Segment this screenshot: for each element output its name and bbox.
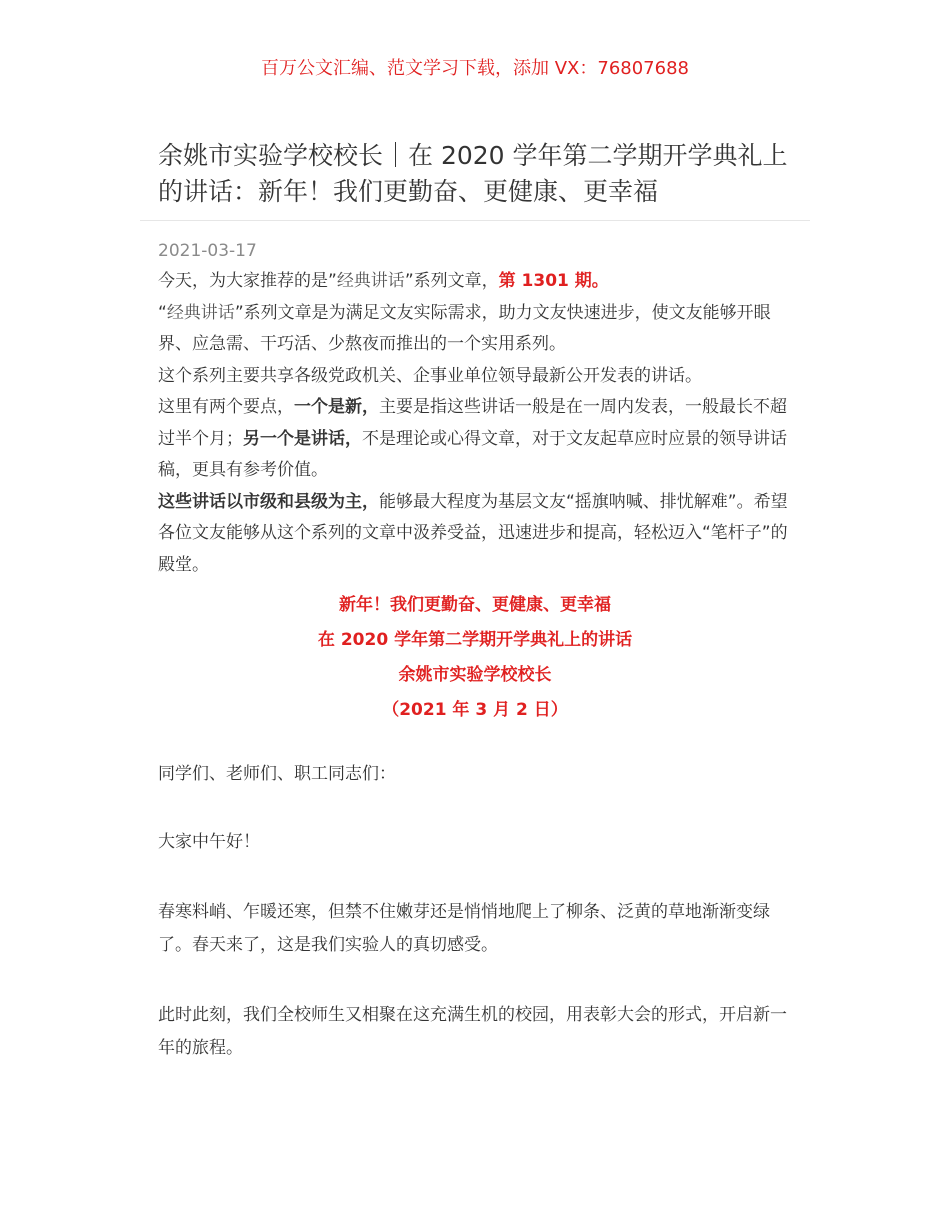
greeting: 大家中午好！ <box>158 832 260 852</box>
key-point-1: 一个是新， <box>294 397 379 417</box>
speech-subtitle: 在 2020 学年第二学期开学典礼上的讲话 <box>317 630 633 650</box>
key-point-2: 另一个是讲话， <box>243 428 362 449</box>
series-name: 经典讲话 <box>166 302 235 323</box>
intro-paragraph-4 <box>158 392 798 487</box>
body-paragraph-2: 此时此刻，我们全校师生又相聚在这充满生机的校园，用表彰大会的形式，开启新一年的旅程。 <box>158 1005 787 1058</box>
speaker: 余姚市实验学校校长 <box>398 665 552 685</box>
intro-text: 今天，为大家推荐的是” <box>158 271 337 291</box>
title-divider <box>140 220 810 221</box>
intro-section <box>158 266 798 581</box>
article-title: 余姚市实验学校校长｜在 2020 学年第二学期开学典礼上的讲话：新年！我们更勤奋、更健康、更幸福 <box>158 141 788 206</box>
intro-text: 主要是指这些讲话一般是在一周内发表，一般最长不超过半个月； <box>158 397 787 449</box>
promo-banner: 百万公文汇编、范文学习下载，添加 VX：76807688 <box>261 58 689 79</box>
intro-text: 这里有两个要点， <box>158 397 294 417</box>
intro-text: “ <box>158 302 167 323</box>
intro-text: ”系列文章是为满足文友实际需求，助力文友快速进步，使文友能够开眼界、应急需、干巧活、少熬夜而推出的一个实用系列。 <box>158 302 771 354</box>
body-paragraph-1: 春寒料峭、乍暖还寒，但禁不住嫩芽还是悄悄地爬上了柳条、泛黄的草地渐渐变绿了。春天来了，这是我们实验人的真切感受。 <box>158 902 770 955</box>
intro-paragraph-2 <box>158 298 798 361</box>
speech-date: （2021 年 3 月 2 日） <box>382 700 568 720</box>
intro-paragraph-5 <box>158 487 798 582</box>
issue-number: 第 1301 期。 <box>498 271 609 291</box>
key-point-3: 这些讲话以市级和县级为主， <box>158 491 379 512</box>
intro-text: ”系列文章， <box>404 271 499 291</box>
intro-text: 不是理论或心得文章，对于文友起草应时应景的领导讲话稿，更具有参考价值。 <box>158 428 787 480</box>
speech-title: 新年！我们更勤奋、更健康、更幸福 <box>339 595 611 615</box>
intro-paragraph-3: 这个系列主要共享各级党政机关、企事业单位领导最新公开发表的讲话。 <box>158 365 702 386</box>
intro-paragraph-1 <box>158 266 798 298</box>
publish-date: 2021-03-17 <box>158 241 257 261</box>
intro-text: 能够最大程度为基层文友“摇旗呐喊、排忧解难”。希望各位文友能够从这个系列的文章中汲养受益，迅速进步和提高，轻松迈入“笔杆子”的殿堂。 <box>158 491 788 575</box>
speech-heading <box>158 588 792 728</box>
series-name: 经典讲话 <box>336 271 405 291</box>
salutation: 同学们、老师们、职工同志们： <box>158 764 396 784</box>
